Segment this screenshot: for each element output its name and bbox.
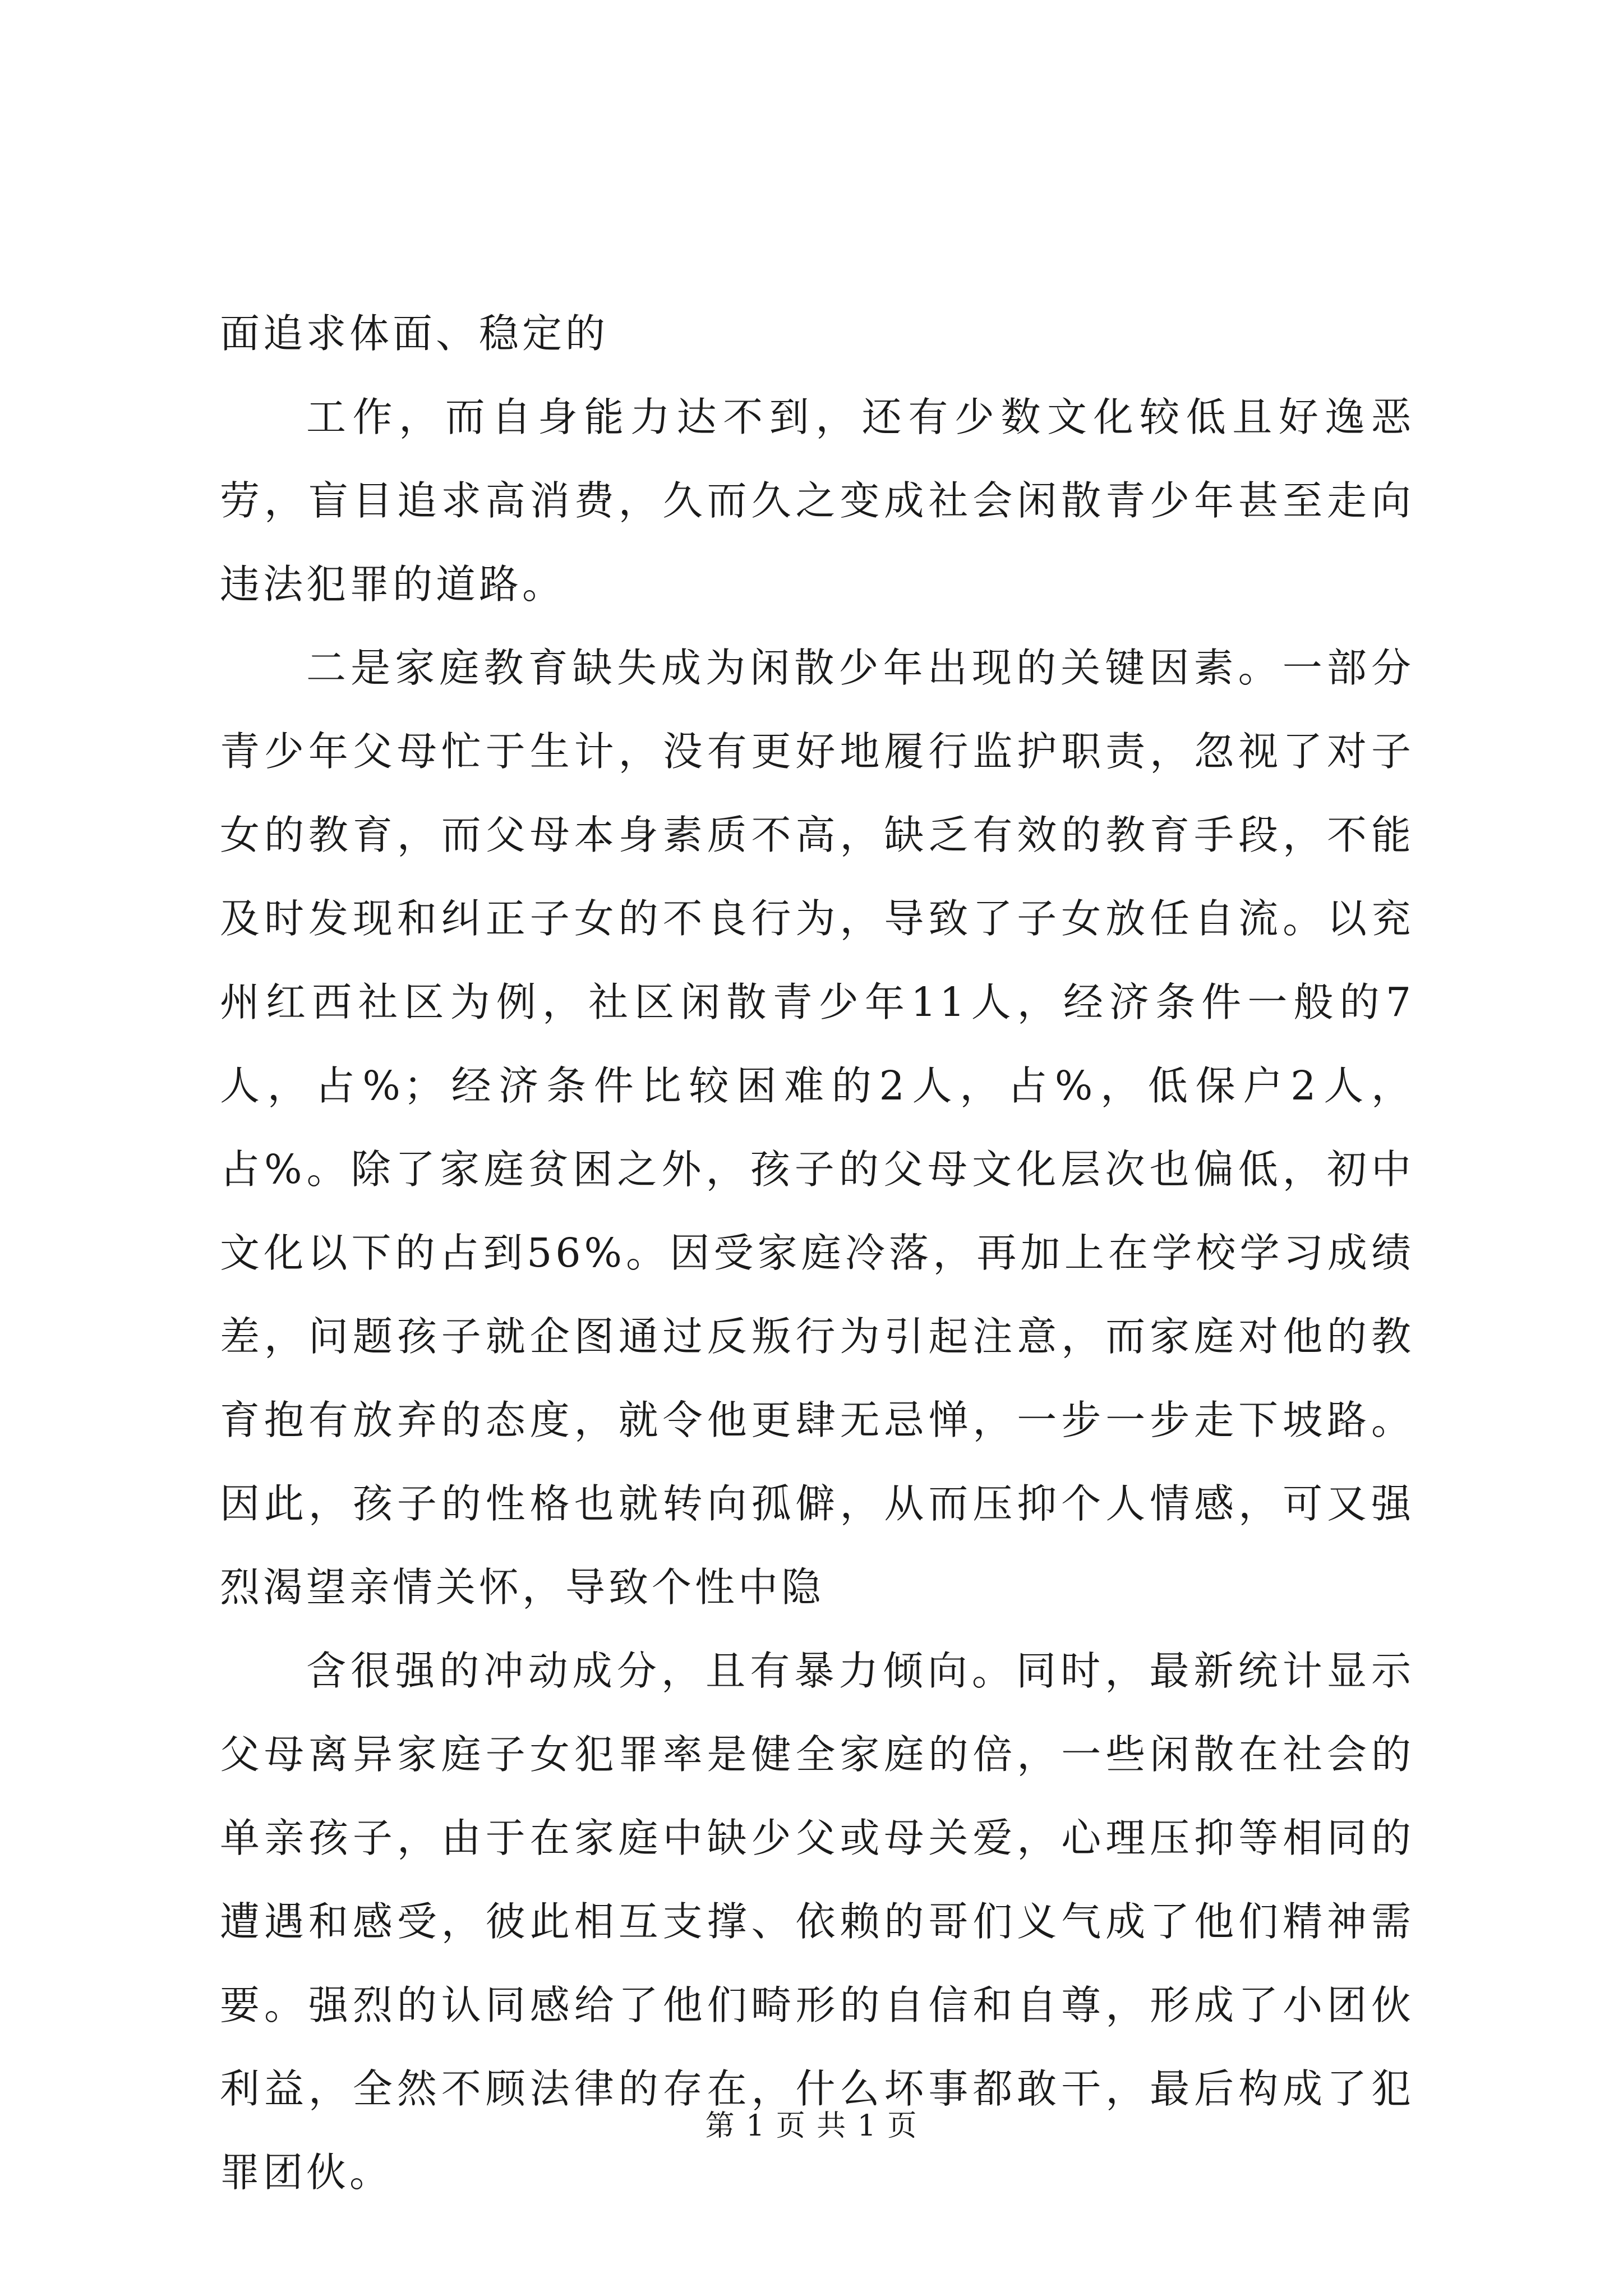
- paragraph-1: 面追求体面、稳定的: [220, 310, 609, 357]
- paragraph-3: 二是家庭教育缺失成为闲散少年出现的关键因素。一部分青少年父母忙于生计，没有更好地履行监护职责，忽视了对子女的教育，而父母本身素质不高，缺乏有效的教育手段，不能及时发现和纠正子女的不良行为，导致了子女放任自流。以兖州红西社区为例，社区闲散青少年11人，经济条件一般的7人，占%；经济条件比较困难的2人，占%，低保户2人，占%。除了家庭贫困之外，孩子的父母文化层次也偏低，初中文化以下的占到56%。因受家庭冷落，再加上在学校学习成绩差，问题孩子就企图通过反叛行为引起注意，而家庭对他的教育抱有放弃的态度，就令他更肆无忌惮，一步一步走下坡路。因此，孩子的性格也就转向孤僻，从而压抑个人情感，可又强烈渴望亲情关怀，导致个性中隐: [220, 645, 1414, 1611]
- page-number-footer: 第 1 页 共 1 页: [705, 2109, 918, 2143]
- paragraph-4: 含很强的冲动成分，且有暴力倾向。同时，最新统计显示父母离异家庭子女犯罪率是健全家庭的倍，一些闲散在社会的单亲孩子，由于在家庭中缺少父或母关爱，心理压抑等相同的遭遇和感受，彼此相互支撑、依赖的哥们义气成了他们精神需要。强烈的认同感给了他们畸形的自信和自尊，形成了小团伙利益，全然不顾法律的存在，什么坏事都敢干，最后构成了犯罪团伙。: [220, 1648, 1414, 2196]
- paragraph-2: 工作，而自身能力达不到，还有少数文化较低且好逸恶劳，盲目追求高消费，久而久之变成社会闲散青少年甚至走向违法犯罪的道路。: [220, 394, 1414, 608]
- document-body: [220, 292, 1414, 2214]
